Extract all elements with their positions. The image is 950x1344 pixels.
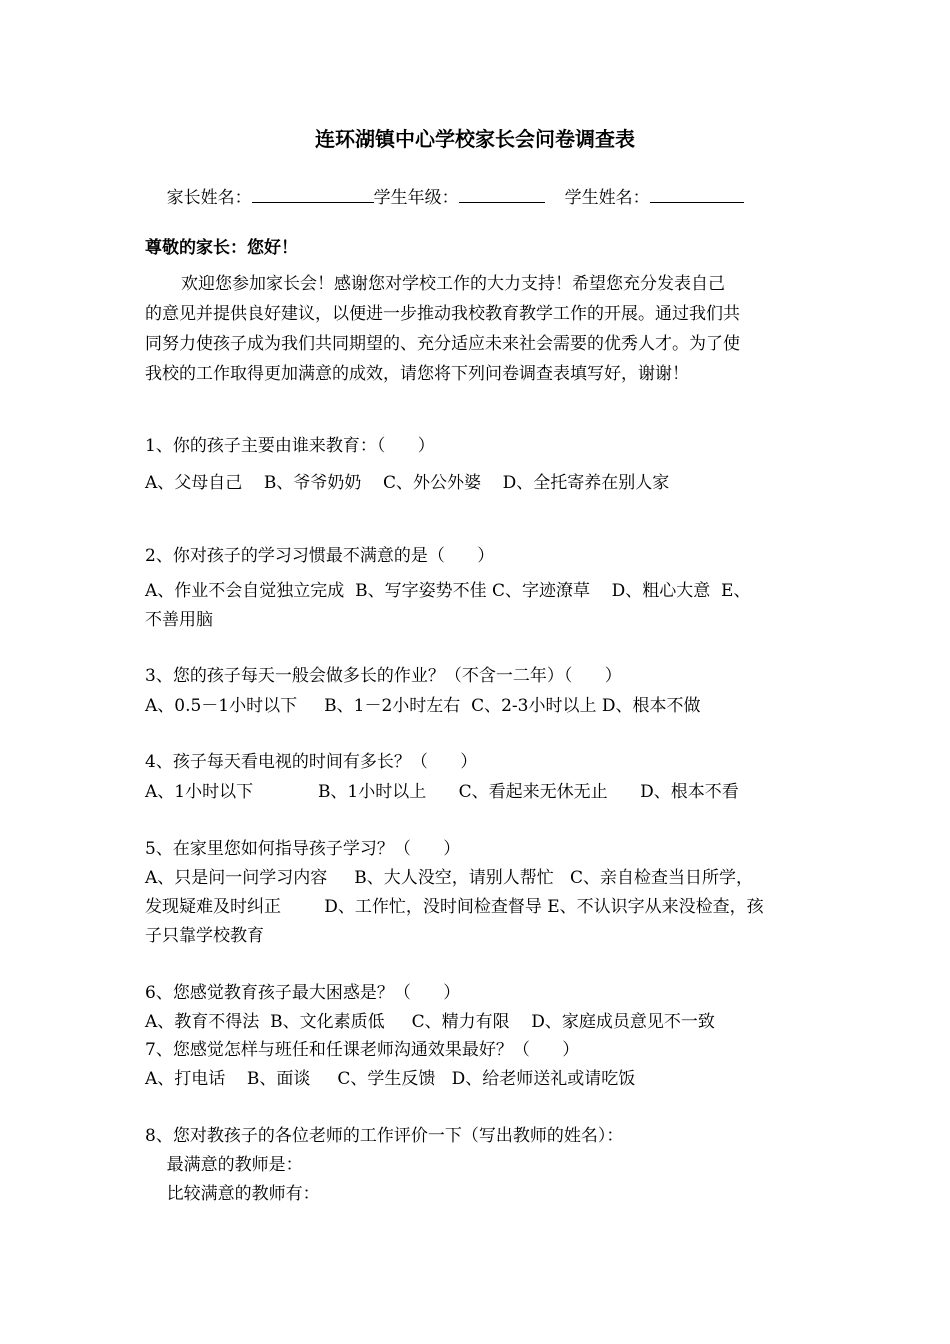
info-row <box>145 166 744 228</box>
question-2-options: A、作业不会自觉独立完成 B、写字姿势不佳 C、字迹潦草 D、粗心大意 E、 <box>145 581 751 601</box>
question-2-options: 不善用脑 <box>145 610 213 630</box>
parent-name-field[interactable] <box>252 186 374 203</box>
student-name-field[interactable] <box>650 186 744 203</box>
intro-line: 同努力使孩子成为我们共同期望的、充分适应未来社会需要的优秀人才。为了使 <box>145 334 740 354</box>
question-5-options: 发现疑难及时纠正 D、工作忙，没时间检查督导 E、不认识字从来没检查，孩 <box>145 897 764 917</box>
question-8: 8、您对教孩子的各位老师的工作评价一下（写出教师的姓名）： <box>145 1126 624 1146</box>
intro-line: 的意见并提供良好建议，以便进一步推动我校教育教学工作的开展。通过我们共 <box>145 304 740 324</box>
student-grade-field[interactable] <box>459 186 545 203</box>
question-6-options: A、教育不得法 B、文化素质低 C、精力有限 D、家庭成员意见不一致 <box>145 1012 715 1032</box>
question-8-line: 比较满意的教师有： <box>145 1184 320 1204</box>
student-grade-label: 学生年级： <box>373 188 459 208</box>
question-4-options: A、1小时以下 B、1小时以上 C、看起来无休无止 D、根本不看 <box>145 782 739 802</box>
intro-line: 我校的工作取得更加满意的成效，请您将下列问卷调查表填写好，谢谢！ <box>145 364 689 384</box>
question-6: 6、您感觉教育孩子最大困惑是？（ ） <box>145 983 461 1003</box>
question-3: 3、您的孩子每天一般会做多长的作业？（不含一二年）（ ） <box>145 666 622 686</box>
question-5-options: A、只是问一问学习内容 B、大人没空，请别人帮忙 C、亲自检查当日所学， <box>145 868 754 888</box>
parent-name-label: 家长姓名： <box>166 188 252 208</box>
intro-line: 欢迎您参加家长会！感谢您对学校工作的大力支持！希望您充分发表自己 <box>181 274 725 294</box>
question-1-options: A、父母自己 B、爷爷奶奶 C、外公外婆 D、全托寄养在别人家 <box>145 473 670 493</box>
question-7-options: A、打电话 B、面谈 C、学生反馈 D、给老师送礼或请吃饭 <box>145 1069 636 1089</box>
question-1: 1、你的孩子主要由谁来教育：（ ） <box>145 436 435 456</box>
question-5-options: 子只靠学校教育 <box>145 926 264 946</box>
question-8-line: 最满意的教师是： <box>145 1155 303 1175</box>
question-7: 7、您感觉怎样与班任和任课老师沟通效果最好？（ ） <box>145 1040 580 1060</box>
student-name-label: 学生姓名： <box>564 188 650 208</box>
page-title: 连环湖镇中心学校家长会问卷调查表 <box>315 127 635 151</box>
question-5: 5、在家里您如何指导孩子学习？（ ） <box>145 839 461 859</box>
question-4: 4、孩子每天看电视的时间有多长？（ ） <box>145 752 478 772</box>
question-3-options: A、0.5－1小时以下 B、1－2小时左右 C、2-3小时以上 D、根本不做 <box>145 696 701 716</box>
question-2: 2、你对孩子的学习习惯最不满意的是（ ） <box>145 546 495 566</box>
greeting: 尊敬的家长：您好！ <box>145 238 298 258</box>
